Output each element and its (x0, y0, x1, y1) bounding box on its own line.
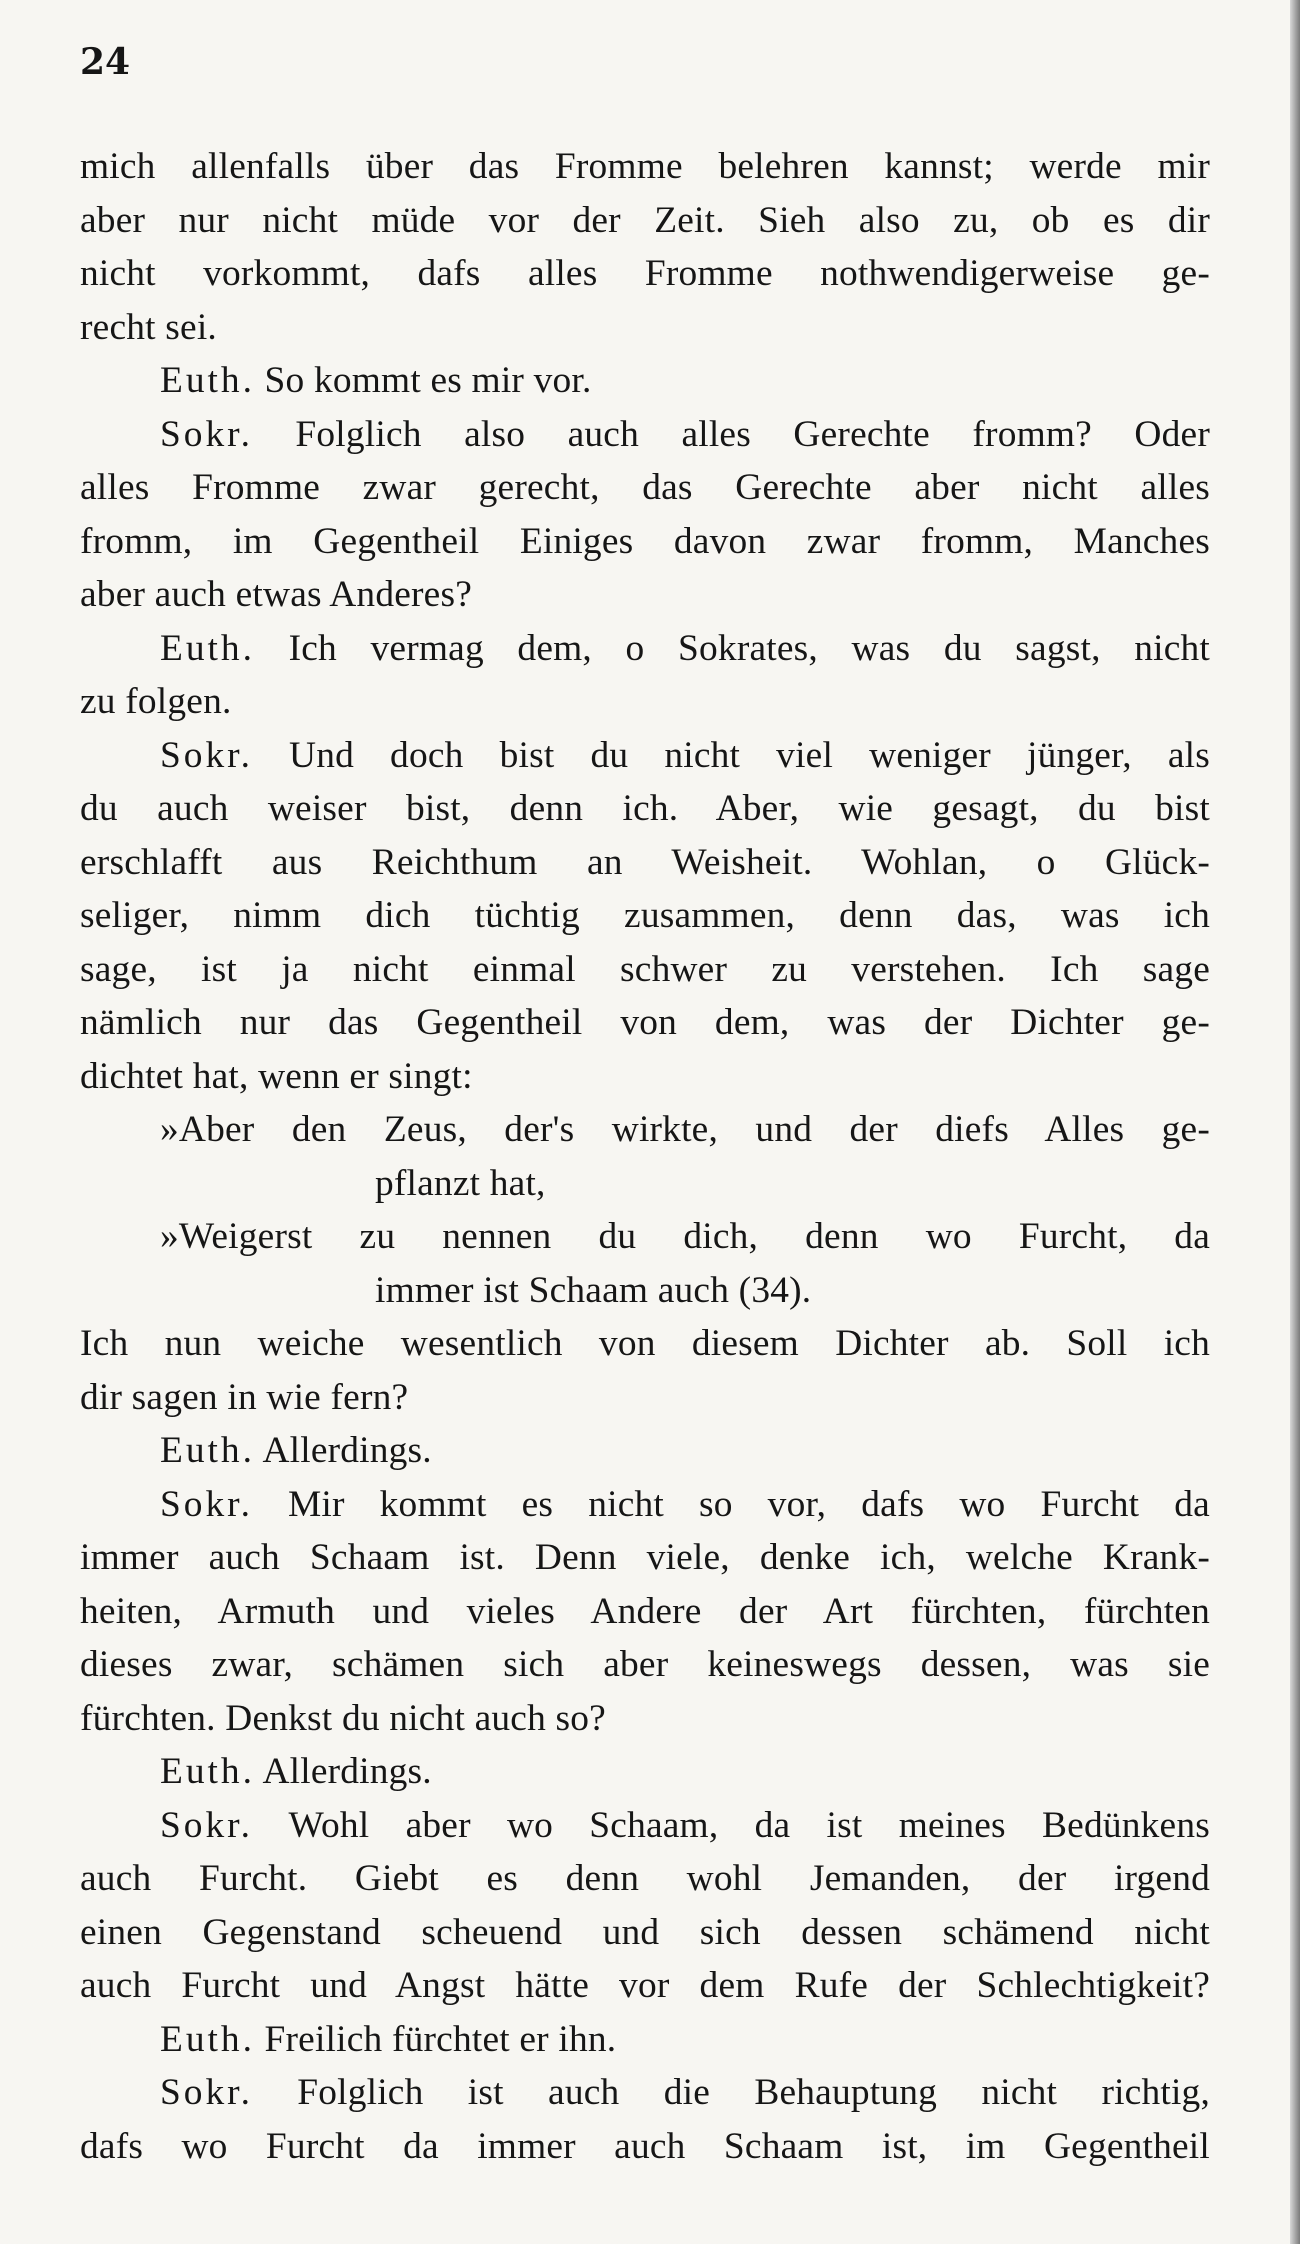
line-text: heiten, Armuth und vieles Andere der Art fürchten, fürchten (80, 1590, 1210, 1632)
line-text: dichtet hat, wenn er singt: (80, 1055, 473, 1097)
text-line (80, 1585, 1210, 1639)
text-line (80, 675, 1210, 729)
line-text: erschlafft aus Reichthum an Weisheit. Wohlan, o Glück- (80, 841, 1210, 883)
line-text: dir sagen in wie fern? (80, 1376, 409, 1418)
text-line (80, 301, 1210, 355)
text-line (80, 568, 1210, 622)
line-text: Ich vermag dem, o Sokrates, was du sagst, nicht (288, 627, 1210, 669)
text-line (80, 1959, 1210, 2013)
speaker-label: Euth. (160, 2018, 255, 2060)
line-text: Freilich fürchtet er ihn. (264, 2018, 617, 2060)
text-line (80, 729, 1210, 783)
line-text: nämlich nur das Gegentheil von dem, was der Dichter ge- (80, 1002, 1210, 1043)
speaker-label: Sokr. (160, 2072, 253, 2113)
line-text: pflanzt hat, (375, 1162, 546, 1204)
text-line (80, 996, 1210, 1050)
speaker-label: Euth. (160, 1430, 255, 1471)
line-text: sage, ist ja nicht einmal schwer zu verstehen. Ich sage (80, 948, 1210, 990)
text-line (80, 1050, 1210, 1104)
text-line (80, 1264, 1210, 1318)
text-line (80, 1210, 1210, 1264)
line-text: einen Gegenstand scheuend und sich dessen schämend nicht (80, 1911, 1210, 1953)
line-text: »Aber den Zeus, der's wirkte, und der diefs Alles ge- (160, 1109, 1210, 1150)
text-line (80, 1638, 1210, 1692)
line-text: Folglich also auch alles Gerechte fromm? Oder (295, 413, 1210, 455)
text-line (80, 247, 1210, 301)
text-line (80, 1745, 1210, 1799)
line-text: zu folgen. (80, 681, 232, 722)
text-line (80, 622, 1210, 676)
text-line (80, 1424, 1210, 1478)
text-line (80, 1799, 1210, 1853)
line-text: aber nur nicht müde vor der Zeit. Sieh also zu, ob es dir (80, 199, 1210, 241)
text-line (80, 1906, 1210, 1960)
line-text: »Weigerst zu nennen du dich, denn wo Furcht, da (160, 1216, 1210, 1257)
text-line (80, 1103, 1210, 1157)
text-line (80, 836, 1210, 890)
text-line (80, 408, 1210, 462)
line-text: alles Fromme zwar gerecht, das Gerechte aber nicht alles (80, 467, 1210, 508)
line-text: fromm, im Gegentheil Einiges davon zwar fromm, Manches (80, 520, 1210, 562)
text-line (80, 2066, 1210, 2120)
line-text: Und doch bist du nicht viel weniger jünger, als (289, 734, 1210, 776)
speaker-label: Euth. (160, 627, 255, 669)
text-line (80, 1531, 1210, 1585)
text-line (80, 194, 1210, 248)
speaker-label: Sokr. (160, 734, 253, 776)
page-edge (1290, 0, 1300, 2244)
line-text: du auch weiser bist, denn ich. Aber, wie gesagt, du bist (80, 788, 1210, 829)
line-text: Ich nun weiche wesentlich von diesem Dichter ab. Soll ich (80, 1323, 1210, 1364)
line-text: seliger, nimm dich tüchtig zusammen, denn das, was ich (80, 895, 1210, 936)
line-text: Allerdings. (262, 1430, 432, 1471)
text-line (80, 2013, 1210, 2067)
line-text: auch Furcht. Giebt es denn wohl Jemanden, der irgend (80, 1858, 1210, 1899)
speaker-label: Sokr. (160, 1483, 253, 1525)
text-line (80, 1157, 1210, 1211)
text-line (80, 2120, 1210, 2174)
line-text: mich allenfalls über das Fromme belehren kannst; werde mir (80, 146, 1210, 187)
text-line (80, 1371, 1210, 1425)
speaker-label: Sokr. (160, 413, 253, 455)
line-text: Mir kommt es nicht so vor, dafs wo Furcht da (287, 1483, 1210, 1525)
line-text: nicht vorkommt, dafs alles Fromme nothwendigerweise ge- (80, 253, 1210, 294)
speaker-label: Euth. (160, 360, 255, 401)
text-line (80, 1852, 1210, 1906)
line-text: Wohl aber wo Schaam, da ist meines Bedünkens (288, 1804, 1210, 1846)
page-number: 24 (80, 41, 131, 83)
text-line (80, 889, 1210, 943)
line-text: recht sei. (80, 306, 217, 348)
text-line (80, 1478, 1210, 1532)
line-text: aber auch etwas Anderes? (80, 574, 473, 615)
line-text: dieses zwar, schämen sich aber keineswegs dessen, was sie (80, 1644, 1210, 1685)
line-text: immer auch Schaam ist. Denn viele, denke ich, welche Krank- (80, 1537, 1210, 1578)
speaker-label: Sokr. (160, 1804, 253, 1846)
line-text: So kommt es mir vor. (264, 360, 592, 401)
text-line (80, 943, 1210, 997)
speaker-label: Euth. (160, 1751, 255, 1792)
text-line (80, 1692, 1210, 1746)
line-text: Allerdings. (262, 1751, 432, 1792)
text-line (80, 1317, 1210, 1371)
line-text: dafs wo Furcht da immer auch Schaam ist, im Gegentheil (80, 2125, 1210, 2167)
text-line (80, 782, 1210, 836)
text-line (80, 515, 1210, 569)
line-text: auch Furcht und Angst hätte vor dem Rufe der Schlechtigkeit? (80, 1965, 1210, 2006)
text-line (80, 354, 1210, 408)
line-text: immer ist Schaam auch (34). (375, 1269, 812, 1311)
text-line (80, 461, 1210, 515)
line-text: fürchten. Denkst du nicht auch so? (80, 1697, 606, 1739)
body-text (80, 140, 1210, 2173)
text-line (80, 140, 1210, 194)
line-text: Folglich ist auch die Behauptung nicht richtig, (297, 2072, 1210, 2113)
